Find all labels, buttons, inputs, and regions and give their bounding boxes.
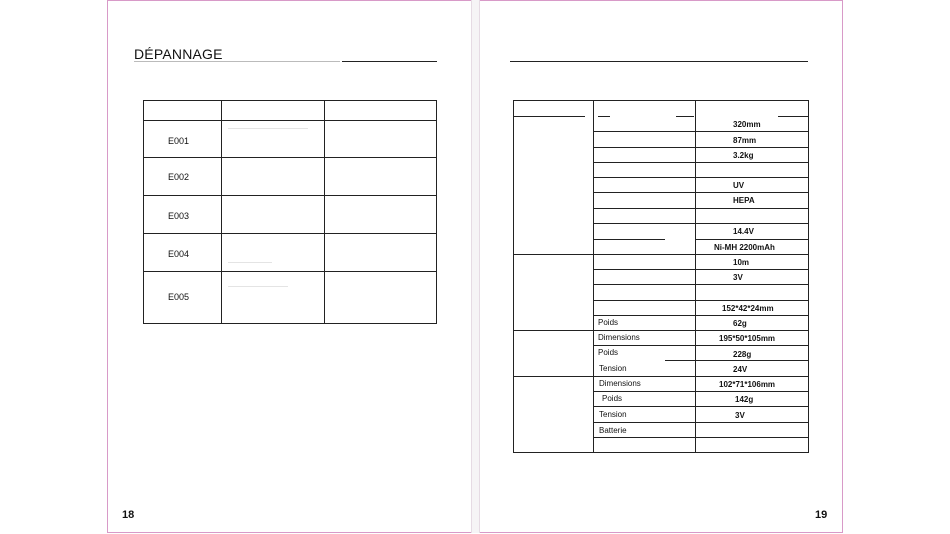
spec-row-divider	[593, 437, 809, 438]
spec-label: Poids	[598, 318, 619, 327]
table-row-divider	[143, 157, 437, 158]
specifications-table	[513, 100, 809, 453]
spec-label: Poids	[602, 394, 623, 403]
spec-value: 10m	[733, 258, 750, 267]
spec-row-divider	[695, 239, 809, 240]
spec-label: Tension	[599, 364, 627, 373]
spec-value: 152*42*24mm	[722, 304, 774, 313]
spec-row-divider	[593, 208, 809, 209]
spec-value: 3.2kg	[733, 151, 754, 160]
spec-value: 142g	[735, 395, 754, 404]
spec-group-divider	[513, 376, 809, 377]
spec-value: 3V	[733, 273, 743, 282]
table-row-divider	[143, 233, 437, 234]
error-code-cell: E004	[168, 249, 190, 259]
title-rule	[342, 61, 437, 62]
spec-row-divider	[593, 147, 809, 148]
page-number-right: 19	[815, 509, 828, 521]
header-fragment	[676, 116, 694, 117]
spec-group-divider	[513, 254, 809, 255]
error-code-cell: E003	[168, 211, 190, 221]
spec-row-divider	[593, 223, 809, 224]
page-number-left: 18	[122, 509, 135, 521]
spec-row-divider	[593, 345, 809, 346]
header-fragment	[778, 116, 808, 117]
header-fragment	[513, 116, 585, 117]
spec-row-divider	[593, 162, 809, 163]
error-code-cell: E005	[168, 292, 190, 302]
spec-value: 3V	[735, 411, 745, 420]
faint-text-trace	[228, 128, 308, 129]
spec-value: 87mm	[733, 136, 757, 145]
spec-value: UV	[733, 181, 745, 190]
spec-group-divider	[513, 330, 809, 331]
spec-label: Poids	[598, 348, 619, 357]
title-underline	[134, 61, 340, 62]
table-column-divider	[324, 100, 325, 324]
error-code-cell: E001	[168, 136, 190, 146]
spec-value: HEPA	[733, 196, 755, 205]
faint-text-trace	[228, 286, 288, 287]
table-row-divider	[143, 271, 437, 272]
spec-row-divider	[593, 300, 809, 301]
header-rule	[510, 61, 808, 62]
spec-value: 62g	[733, 319, 747, 328]
spec-value: 195*50*105mm	[719, 334, 776, 343]
table-header-divider	[143, 120, 437, 121]
spec-value: 24V	[733, 365, 748, 374]
book-gutter	[471, 0, 480, 533]
spec-row-divider	[593, 391, 809, 392]
spec-row-divider	[593, 422, 809, 423]
faint-text-trace	[228, 262, 272, 263]
table-column-divider	[221, 100, 222, 324]
header-fragment	[598, 116, 610, 117]
spec-row-divider	[593, 315, 809, 316]
spec-row-divider	[593, 177, 809, 178]
spec-value: 320mm	[733, 120, 761, 129]
spec-row-divider	[593, 192, 809, 193]
table-column-divider	[593, 100, 594, 453]
spec-label: Batterie	[599, 426, 627, 435]
spec-label: Dimensions	[599, 379, 641, 388]
spec-row-divider	[593, 284, 809, 285]
spec-row-divider	[593, 239, 665, 240]
page-title: DÉPANNAGE	[134, 46, 223, 62]
spec-row-divider	[593, 269, 809, 270]
spec-value: Ni-MH 2200mAh	[714, 243, 775, 252]
table-row-divider	[143, 195, 437, 196]
spec-row-divider	[593, 131, 809, 132]
spec-value: 228g	[733, 350, 752, 359]
error-code-cell: E002	[168, 172, 190, 182]
spec-row-divider	[593, 406, 809, 407]
spec-row-divider	[665, 360, 809, 361]
spec-label: Dimensions	[598, 333, 640, 342]
spec-value: 102*71*106mm	[719, 380, 776, 389]
spec-label: Tension	[599, 410, 627, 419]
table-column-divider	[695, 100, 696, 453]
spec-value: 14.4V	[733, 227, 754, 236]
